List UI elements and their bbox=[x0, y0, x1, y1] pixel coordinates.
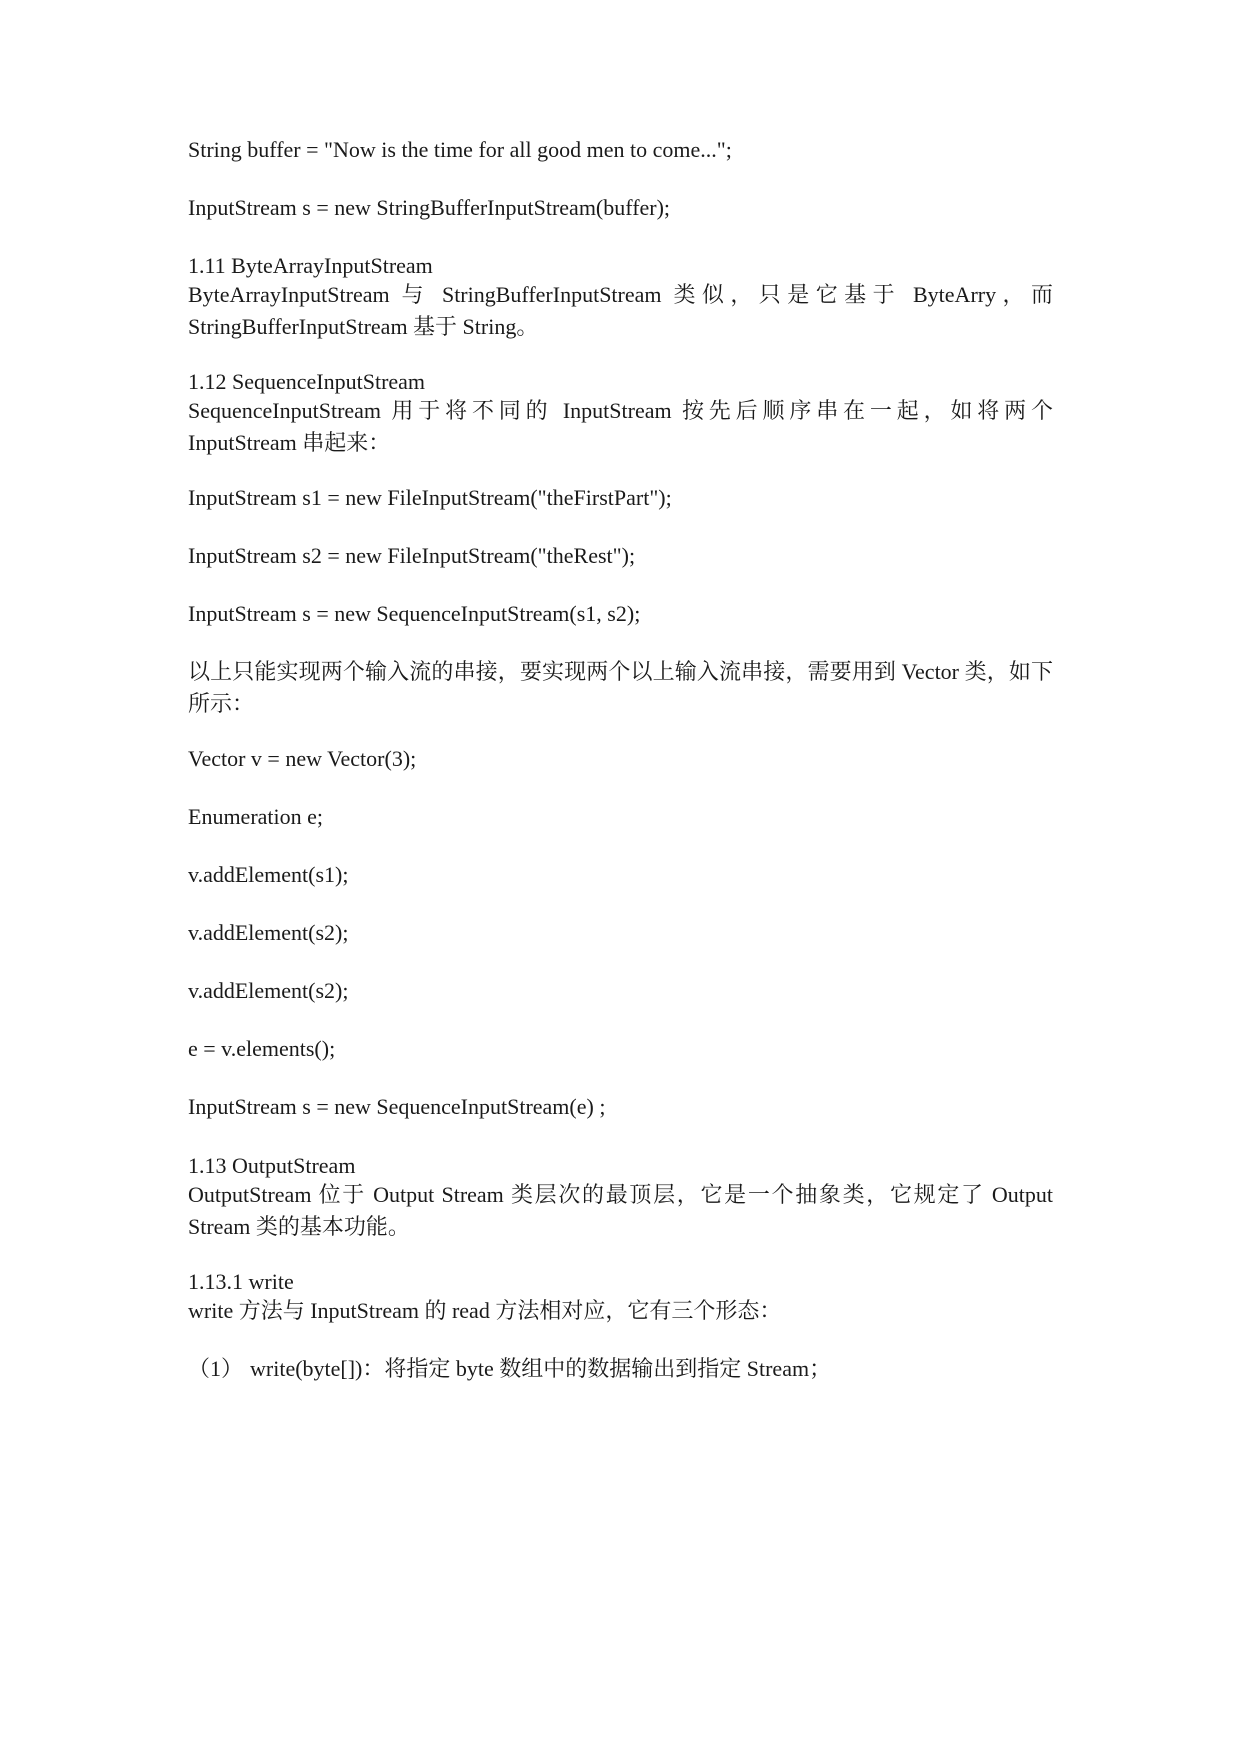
code-line-inputstream-buffer: InputStream s = new StringBufferInputStream(buffer); bbox=[188, 195, 671, 220]
code-line-sequence-e: InputStream s = new SequenceInputStream(e) ; bbox=[188, 1094, 606, 1119]
code-line-addelement-s2-a: v.addElement(s2); bbox=[188, 920, 349, 945]
code-line-sequence-s1-s2: InputStream s = new SequenceInputStream(s1, s2); bbox=[188, 601, 641, 626]
list-item-text-1: write(byte[])：将指定 byte 数组中的数据输出到指定 Stream； bbox=[250, 1356, 832, 1381]
section-heading-1-13-1: 1.13.1 write bbox=[188, 1269, 294, 1294]
paragraph-write: write 方法与 InputStream 的 read 方法相对应，它有三个形态： bbox=[188, 1298, 782, 1323]
code-line-elements: e = v.elements(); bbox=[188, 1036, 336, 1061]
paragraph-bytearrayinputstream: ByteArrayInputStream 与 StringBufferInputStream 类似，只是它基于 ByteArry，而 StringBufferInputStream 基于 String。 bbox=[188, 282, 1053, 339]
code-line-enumeration: Enumeration e; bbox=[188, 804, 324, 829]
paragraph-outputstream: OutputStream 位于 Output Stream 类层次的最顶层，它是一个抽象类，它规定了 Output Stream 类的基本功能。 bbox=[188, 1182, 1053, 1239]
code-line-string-buffer: String buffer = "Now is the time for all good men to come..."; bbox=[188, 137, 732, 162]
section-heading-1-13: 1.13 OutputStream bbox=[188, 1153, 356, 1178]
code-line-addelement-s2-b: v.addElement(s2); bbox=[188, 978, 349, 1003]
code-line-vector: Vector v = new Vector(3); bbox=[188, 746, 417, 771]
code-line-s1: InputStream s1 = new FileInputStream("theFirstPart"); bbox=[188, 485, 672, 510]
section-heading-1-12: 1.12 SequenceInputStream bbox=[188, 369, 426, 394]
code-line-addelement-s1: v.addElement(s1); bbox=[188, 862, 349, 887]
code-line-s2: InputStream s2 = new FileInputStream("theRest"); bbox=[188, 543, 636, 568]
section-heading-1-11: 1.11 ByteArrayInputStream bbox=[188, 253, 433, 278]
paragraph-sequenceinputstream: SequenceInputStream 用于将不同的 InputStream 按先后顺序串在一起，如将两个 InputStream 串起来： bbox=[188, 398, 1053, 455]
list-item-number-1: （1） bbox=[188, 1356, 244, 1381]
paragraph-vector-intro: 以上只能实现两个输入流的串接，要实现两个以上输入流串接，需要用到 Vector 类，如下所示： bbox=[188, 659, 1053, 716]
